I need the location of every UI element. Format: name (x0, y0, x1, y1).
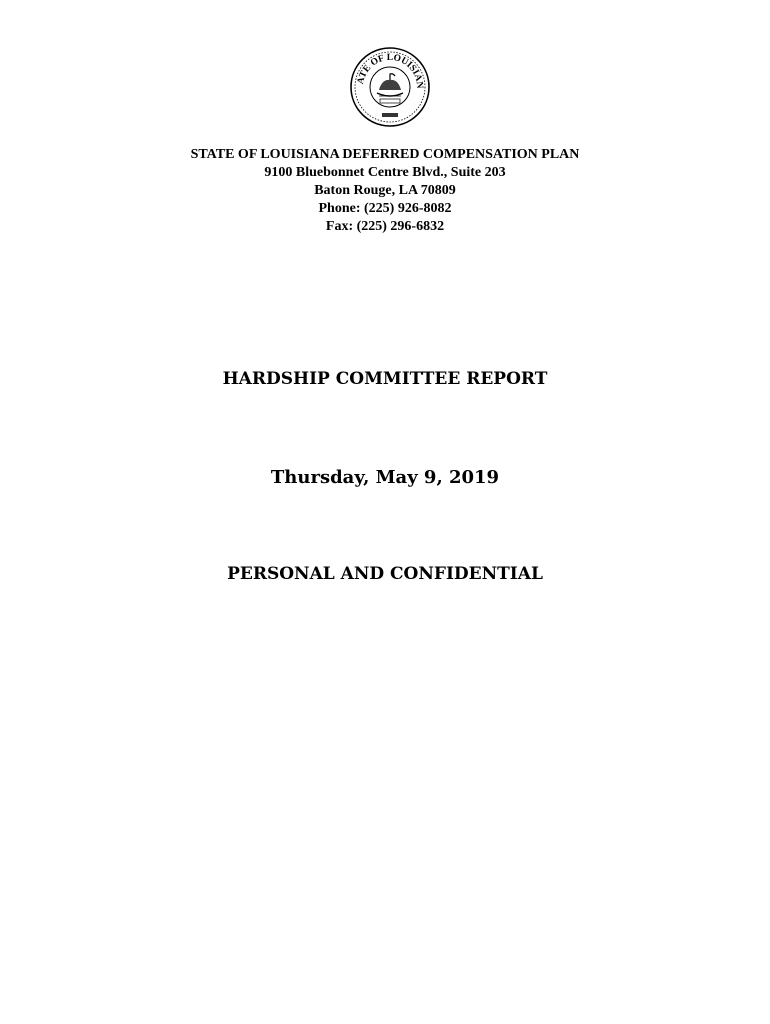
phone-number: Phone: (225) 926-8082 (318, 201, 452, 216)
organization-name: STATE OF LOUISIANA DEFERRED COMPENSATION PLAN (190, 147, 580, 162)
svg-text:STATE OF LOUISIANA: ATE OF LOUISIAN (356, 52, 425, 89)
fax-number: Fax: (225) 296-6832 (325, 219, 445, 234)
state-seal-icon (349, 46, 431, 128)
confidentiality-notice: PERSONAL AND CONFIDENTIAL (227, 564, 543, 584)
organization-header (0, 146, 770, 236)
address-line-1: 9100 Bluebonnet Centre Blvd., Suite 203 (264, 165, 506, 180)
address-line-2: Baton Rouge, LA 70809 (314, 183, 456, 198)
report-date: Thursday, May 9, 2019 (270, 467, 500, 488)
report-title: HARDSHIP COMMITTEE REPORT (222, 369, 548, 389)
